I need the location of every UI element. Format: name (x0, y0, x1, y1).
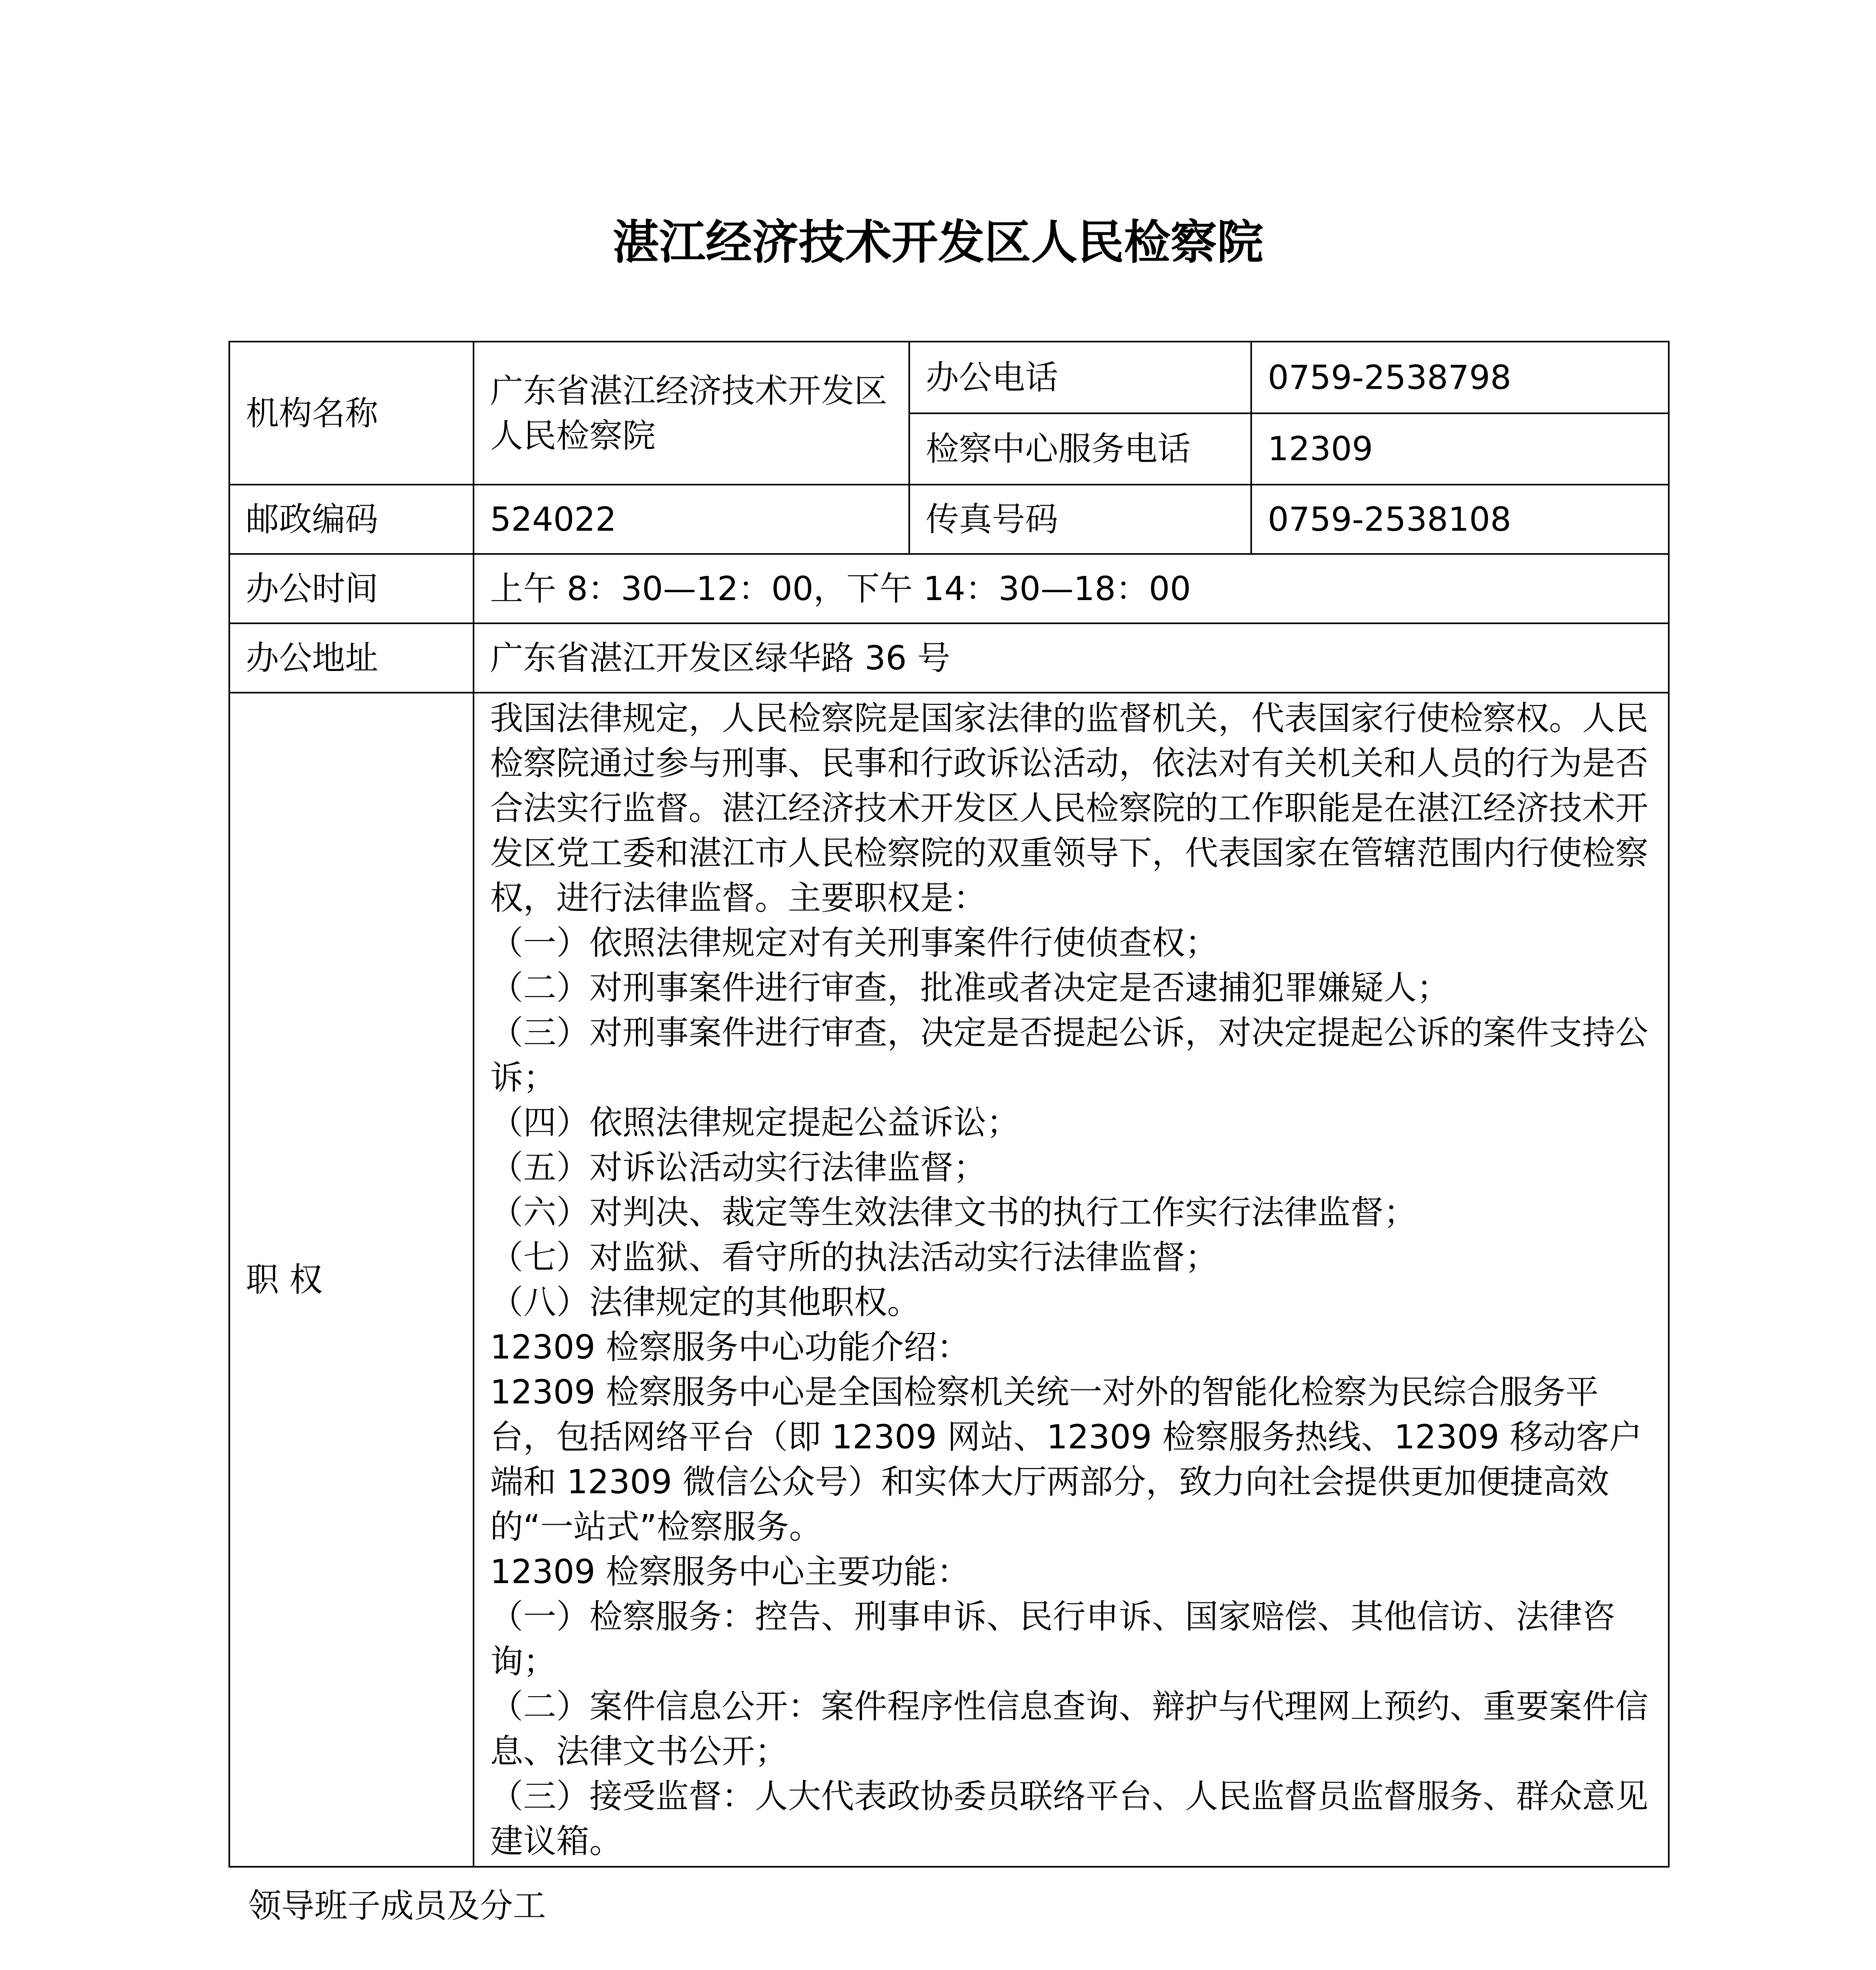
duty-line: （一）依照法律规定对有关刑事案件行使侦查权； (490, 924, 1218, 962)
hours-value: 上午 8：30—12：00，下午 14：30—18：00 (474, 554, 1669, 623)
duty-line: （二）对刑事案件进行审查，批准或者决定是否逮捕犯罪嫌疑人； (490, 968, 1450, 1007)
duty-line: （三）对刑事案件进行审查，决定是否提起公诉，对决定提起公诉的案件支持公诉； (490, 1013, 1649, 1097)
office-phone-value: 0759-2538798 (1251, 342, 1669, 413)
duty-line: （四）依照法律规定提起公益诉讼； (490, 1103, 1020, 1142)
fax-label: 传真号码 (909, 485, 1251, 554)
fax-value: 0759-2538108 (1251, 485, 1669, 554)
org-name-label: 机构名称 (229, 342, 474, 485)
duty-line: （一）检察服务：控告、刑事申诉、民行申诉、国家赔偿、其他信访、法律咨询； (490, 1597, 1616, 1681)
hours-label: 办公时间 (229, 554, 474, 623)
service-phone-value: 12309 (1251, 413, 1669, 485)
duty-line: 12309 检察服务中心功能介绍： (490, 1328, 970, 1366)
org-name-value: 广东省湛江经济技术开发区人民检察院 (474, 342, 909, 485)
duty-line: （二）案件信息公开：案件程序性信息查询、辩护与代理网上预约、重要案件信息、法律文书公开； (490, 1687, 1649, 1771)
leadership-heading: 领导班子成员及分工 (248, 1886, 546, 1925)
duties-label: 职 权 (229, 693, 474, 1867)
duty-line: 我国法律规定，人民检察院是国家法律的监督机关，代表国家行使检察权。人民检察院通过参与刑事、民事和行政诉讼活动，依法对有关机关和人员的行为是否合法实行监督。湛江经济技术开发区人民检察院的工作职能是在湛江经济技术开发区党工委和湛江市人民检察院的双重领导下，代表国家在管辖范围内行使检察权，进行法律监督。主要职权是： (490, 699, 1649, 917)
office-phone-label: 办公电话 (909, 342, 1251, 413)
page-title: 湛江经济技术开发区人民检察院 (612, 215, 1263, 269)
duty-line: （八）法律规定的其他职权。 (490, 1283, 921, 1321)
postcode-label: 邮政编码 (229, 485, 474, 554)
duty-line: 12309 检察服务中心主要功能： (490, 1552, 970, 1591)
duty-line: （五）对诉讼活动实行法律监督； (490, 1148, 987, 1187)
duty-line: （三）接受监督：人大代表政协委员联络平台、人民监督员监督服务、群众意见建议箱。 (490, 1777, 1649, 1860)
address-label: 办公地址 (229, 623, 474, 693)
duty-line: 12309 检察服务中心是全国检察机关统一对外的智能化检察为民综合服务平台，包括网络平台（即 12309 网站、12309 检察服务热线、12309 移动客户端和 12309 微信公众号）和实体大厅两部分，致力向社会提供更加便捷高效的“一站式”检察服务。 (490, 1373, 1642, 1546)
info-table (228, 341, 1670, 1868)
duties-text (474, 693, 1669, 1867)
duty-line: （六）对判决、裁定等生效法律文书的执行工作实行法律监督； (490, 1193, 1417, 1232)
address-value: 广东省湛江开发区绿华路 36 号 (474, 623, 1669, 693)
postcode-value: 524022 (474, 485, 909, 554)
duty-line: （七）对监狱、看守所的执法活动实行法律监督； (490, 1238, 1218, 1277)
service-phone-label: 检察中心服务电话 (909, 413, 1251, 485)
